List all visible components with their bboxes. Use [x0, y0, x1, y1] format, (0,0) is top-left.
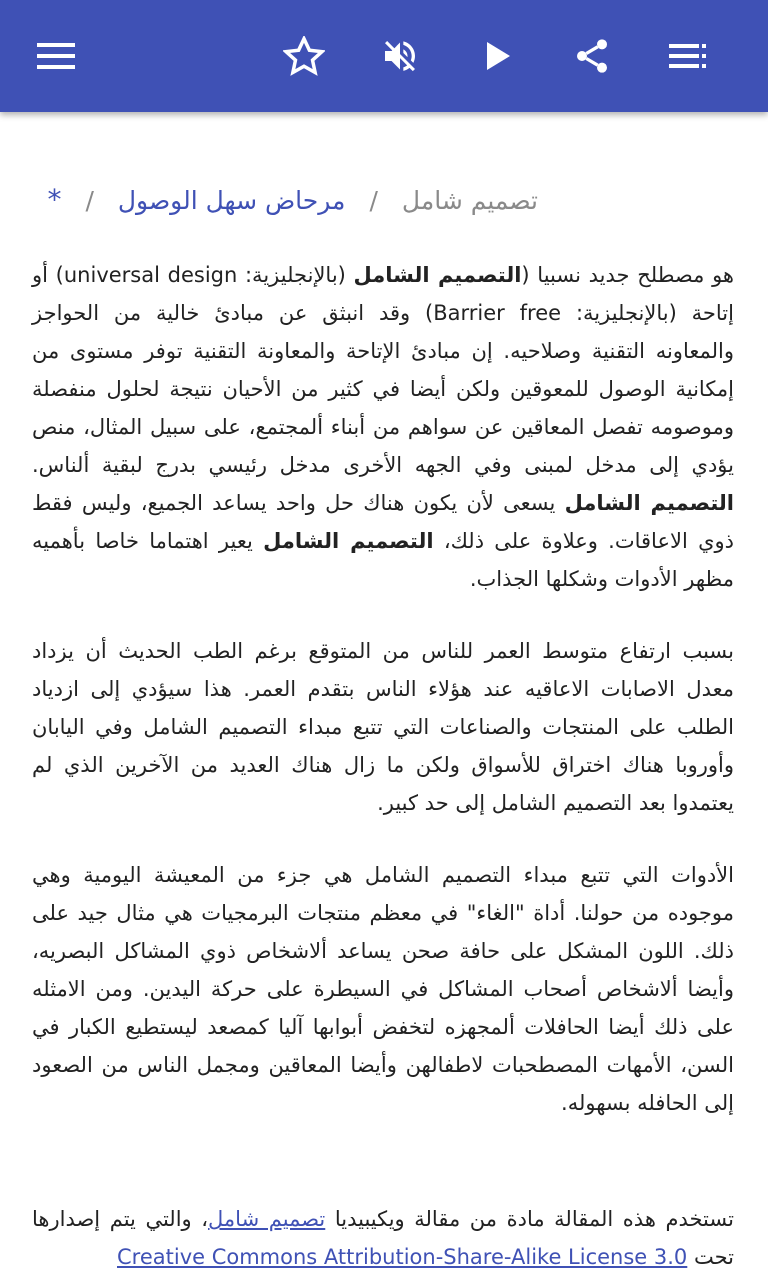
- contents-button[interactable]: [660, 28, 716, 84]
- volume-off-icon: [380, 36, 420, 76]
- share-icon: [572, 35, 612, 77]
- play-button[interactable]: [470, 28, 526, 84]
- text-segment: ، والتي يتم إصدارها تحت: [32, 1207, 734, 1269]
- menu-button[interactable]: [28, 28, 84, 84]
- share-button[interactable]: [564, 28, 620, 84]
- breadcrumb-separator: /: [85, 186, 94, 215]
- favorite-button[interactable]: [276, 28, 332, 84]
- menu-icon: [37, 42, 75, 70]
- text-segment: هو مصطلح جديد نسبيا (: [521, 263, 734, 287]
- text-segment: (بالإنجليزية: universal design) أو إتاحة (بالإنجليزية: Barrier free) وقد انبثق عن مبادئ خالية من الحواجز والمعاونه التقنية وصلاحيه. إن مبادئ الإتاحة والمعاونة التقنية توفر مستوى من إمكانية الوصول للمعوقين ولكن أيضا في كثير من الأحيان نتيجة لحلول منفصلة وموصومه تفصل المعاقين عن سواهم من أبناء ألمجتمع، على سبيل المثال، منص يؤدي إلى مدخل لمبنى وفي الجهه الأخرى مدخل رئيسي بدرج لبقية ألناس.: [32, 263, 734, 477]
- paragraph-examples: الأدوات التي تتبع مبداء التصميم الشامل هي جزء من المعيشة اليومية وهي موجوده من حولنا. أداة "الغاء" في معظم منتجات البرمجيات هي مثال جيد على ذلك. اللون المشكل على حافة صحن يساعد ألاشخاص ذوي المشاكل البصريه، وأيضا ألاشخاص أصحاب المشاكل في السيطرة على حركة اليدين. ومن الامثله على ذلك أيضا الحافلات ألمجهزه لتخفض أبوابها آليا كمصعد ليستطيع الكبار في السن، الأمهات المصطحبات لاطفالهن وأيضا المعاقين ومجمل الناس من الصعود إلى الحافله بسهوله.: [32, 863, 734, 1115]
- article-body: [32, 256, 734, 1280]
- source-article-link[interactable]: تصميم شامل: [208, 1207, 326, 1231]
- bold-term: التصميم الشامل: [353, 263, 522, 287]
- text-segment: تستخدم هذه المقالة مادة من مقالة ويكيبيديا: [325, 1207, 734, 1231]
- license-notice: [32, 1200, 734, 1276]
- bold-term: التصميم الشامل: [263, 529, 434, 553]
- license-link[interactable]: Creative Commons Attribution-Share-Alike License 3.0: [117, 1245, 688, 1269]
- paragraph-aging: بسبب ارتفاع متوسط العمر للناس من المتوقع برغم الطب الحديث أن يزداد معدل الاصابات الاعاقيه عند هؤلاء الناس بتقدم العمر. هذا سيؤدي إلى ازدياد الطلب على المنتجات والصناعات التي تتبع مبداء التصميم الشامل وفي اليابان وأوروبا هناك اختراق للأسواق ولكن ما زال هناك العديد من الآخرين الذي لم يعتمدوا بعد التصميم الشامل إلى حد كبير.: [32, 639, 734, 815]
- text-segment: يعير اهتماما خاصا بأهميه مظهر الأدوات وشكلها الجذاب.: [32, 529, 734, 591]
- star-icon: [283, 36, 325, 76]
- breadcrumb-separator: /: [369, 186, 378, 215]
- app-toolbar: [0, 0, 768, 112]
- playlist-icon: [669, 43, 707, 69]
- text-segment: يسعى لأن يكون هناك حل واحد يساعد الجميع، وليس فقط ذوي الاعاقات. وعلاوة على ذلك،: [32, 491, 734, 553]
- article-view[interactable]: [0, 112, 768, 1280]
- breadcrumb: [30, 180, 538, 221]
- paragraph-intro: [32, 256, 734, 598]
- bold-term: التصميم الشامل: [564, 491, 734, 515]
- play-icon: [484, 40, 512, 72]
- mute-button[interactable]: [372, 28, 428, 84]
- breadcrumb-root[interactable]: *: [47, 183, 62, 216]
- breadcrumb-link[interactable]: مرحاض سهل الوصول: [117, 186, 346, 215]
- breadcrumb-current: تصميم شامل: [401, 186, 538, 215]
